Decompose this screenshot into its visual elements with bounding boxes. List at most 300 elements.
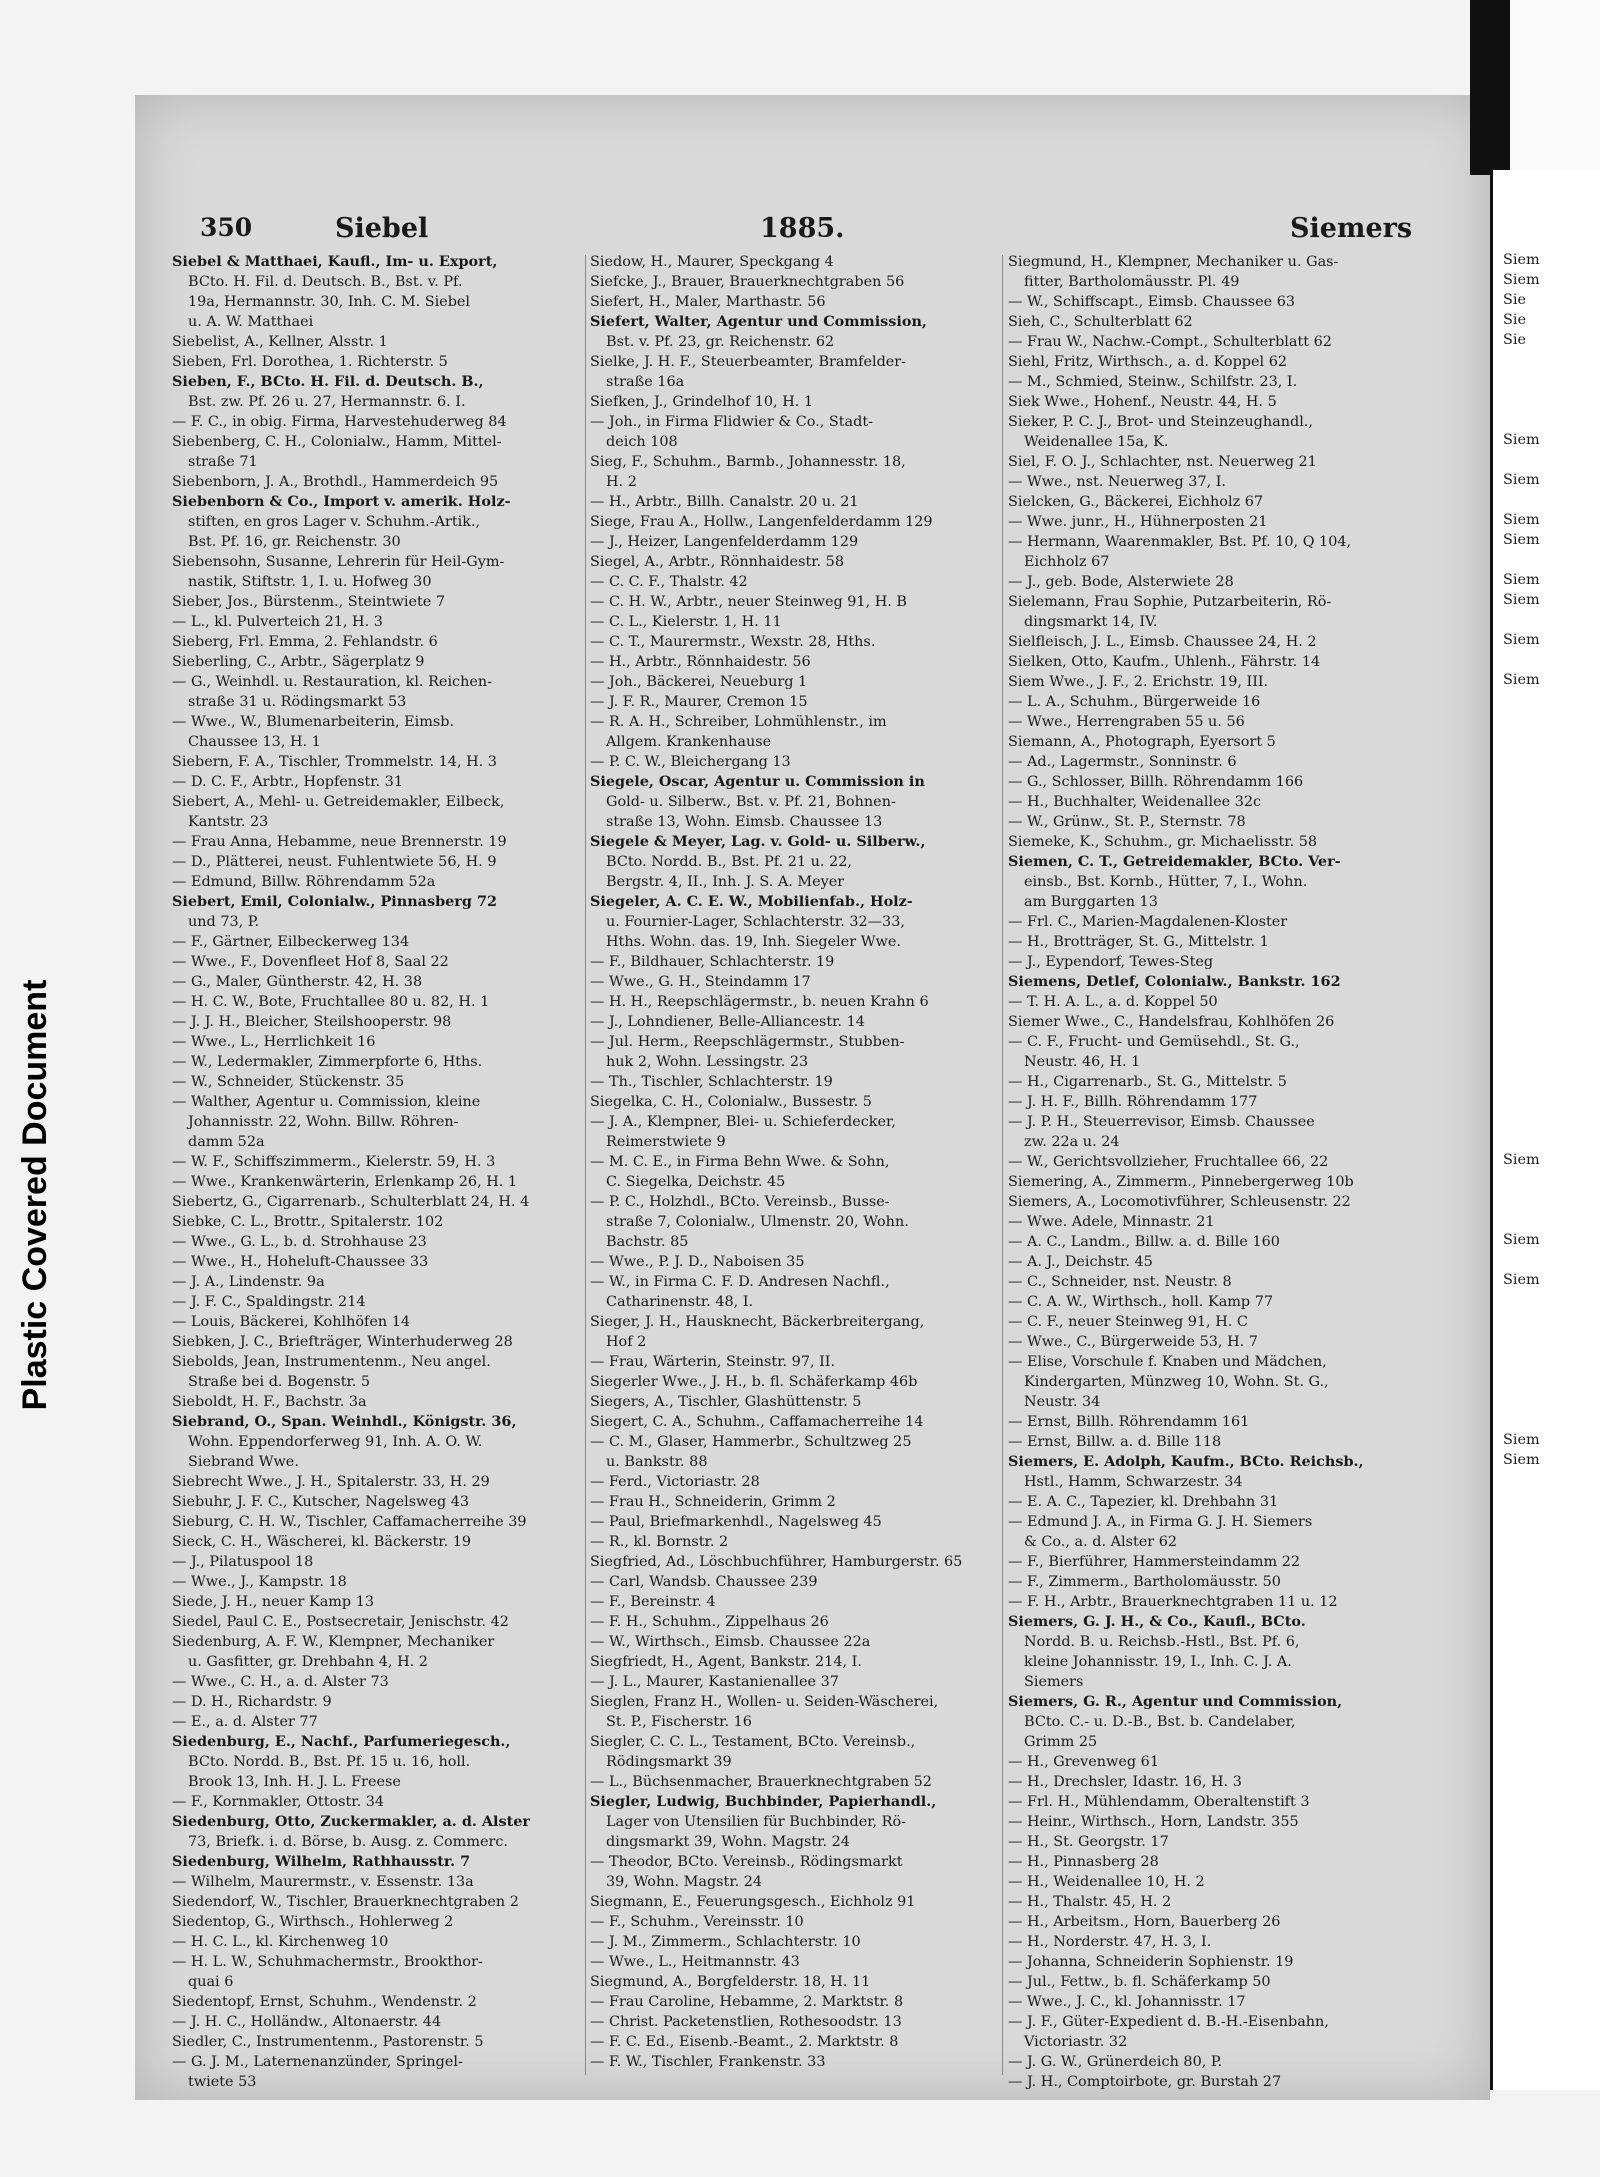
adjacent-entry-stub: [1503, 1390, 1547, 1410]
directory-entry: Straße bei d. Bogenstr. 5: [188, 1374, 371, 1390]
adjacent-entry-stub: [1503, 690, 1547, 710]
directory-entry: — J. H. C., Holländw., Altonaerstr. 44: [172, 2014, 442, 2030]
adjacent-entry-stub: [1503, 1170, 1547, 1190]
directory-entry: — Hermann, Waarenmakler, Bst. Pf. 10, Q 104,: [1008, 534, 1352, 550]
directory-entry: — Jul., Fettw., b. fl. Schäferkamp 50: [1008, 1974, 1271, 1990]
directory-entry: BCto. Nordd. B., Bst. Pf. 21 u. 22,: [606, 854, 852, 870]
directory-entry: Siegler, Ludwig, Buchbinder, Papierhandl.,: [590, 1793, 937, 1810]
directory-entry: Siege, Frau A., Hollw., Langenfelderdamm 129: [590, 514, 933, 530]
scan-shadow: [1470, 0, 1510, 175]
directory-entry: — J. P. H., Steuerrevisor, Eimsb. Chaussee: [1008, 1114, 1315, 1130]
directory-entry: — F., Bierführer, Hammersteindamm 22: [1008, 1554, 1301, 1570]
directory-entry: — C. A. W., Wirthsch., holl. Kamp 77: [1008, 1294, 1274, 1310]
directory-entry: — E. A. C., Tapezier, kl. Drehbahn 31: [1008, 1494, 1279, 1510]
directory-entry: — H., Buchhalter, Weidenallee 32c: [1008, 794, 1262, 810]
directory-entry: — Louis, Bäckerei, Kohlhöfen 14: [172, 1314, 411, 1330]
directory-entry: Chaussee 13, H. 1: [188, 734, 321, 750]
directory-entry: — Wwe., L., Herrlichkeit 16: [172, 1034, 376, 1050]
directory-entry: Johannisstr. 22, Wohn. Billw. Röhren-: [188, 1114, 459, 1130]
adjacent-entry-stub: [1503, 1030, 1547, 1050]
directory-entry: zw. 22a u. 24: [1024, 1134, 1120, 1150]
adjacent-entry-stub: [1503, 850, 1547, 870]
directory-entry: C. Siegelka, Deichstr. 45: [606, 1174, 786, 1190]
directory-entry: — J., geb. Bode, Alsterwiete 28: [1008, 574, 1234, 590]
directory-entry: Siedenburg, E., Nachf., Parfumeriegesch.,: [172, 1733, 511, 1750]
directory-entry: — W., in Firma C. F. D. Andresen Nachfl.,: [590, 1274, 890, 1290]
directory-entry: Siebrecht Wwe., J. H., Spitalerstr. 33, H. 29: [172, 1474, 490, 1490]
directory-entry: Nordd. B. u. Reichsb.-Hstl., Bst. Pf. 6,: [1024, 1634, 1300, 1650]
directory-entry: — J., Heizer, Langenfelderdamm 129: [590, 534, 859, 550]
directory-entry: Siemeke, K., Schuhm., gr. Michaelisstr. 58: [1008, 834, 1318, 850]
directory-entry: Bst. v. Pf. 23, gr. Reichenstr. 62: [606, 334, 835, 350]
directory-entry: — H., St. Georgstr. 17: [1008, 1834, 1169, 1850]
directory-entry: Hof 2: [606, 1334, 647, 1350]
directory-entry: — G. J. M., Laternenanzünder, Springel-: [172, 2054, 463, 2070]
directory-entry: Siedow, H., Maurer, Speckgang 4: [590, 254, 834, 270]
directory-entry: — F. C., in obig. Firma, Harvestehuderweg 84: [172, 414, 507, 430]
directory-entry: — C., Schneider, nst. Neustr. 8: [1008, 1274, 1232, 1290]
directory-entry: — Joh., in Firma Flidwier & Co., Stadt-: [590, 414, 873, 430]
directory-entry: — J. F. R., Maurer, Cremon 15: [590, 694, 808, 710]
directory-entry: — Johanna, Schneiderin Sophienstr. 19: [1008, 1954, 1294, 1970]
directory-entry: — G., Maler, Güntherstr. 42, H. 38: [172, 974, 423, 990]
adjacent-entry-stub: Siem: [1503, 1432, 1540, 1448]
directory-entry: Siebken, J. C., Briefträger, Winterhuderweg 28: [172, 1334, 513, 1350]
adjacent-entry-stub: Siem: [1503, 1152, 1540, 1168]
directory-entry: Siegers, A., Tischler, Glashüttenstr. 5: [590, 1394, 862, 1410]
directory-entry: Siebelist, A., Kellner, Alsstr. 1: [172, 334, 388, 350]
page-header: [200, 213, 1480, 253]
directory-entry: — H., Grevenweg 61: [1008, 1754, 1159, 1770]
directory-entry: — Walther, Agentur u. Commission, kleine: [172, 1094, 481, 1110]
directory-entry: — Edmund, Billw. Röhrendamm 52a: [172, 874, 436, 890]
directory-entry: Neustr. 34: [1024, 1394, 1101, 1410]
directory-entry: — Ernst, Billw. a. d. Bille 118: [1008, 1434, 1222, 1450]
directory-entry: — Wwe., H., Hoheluft-Chaussee 33: [172, 1254, 429, 1270]
directory-entry: Eichholz 67: [1024, 554, 1110, 570]
directory-entry: Siegel, A., Arbtr., Rönnhaidestr. 58: [590, 554, 844, 570]
directory-entry: Kantstr. 23: [188, 814, 269, 830]
directory-entry: Rödingsmarkt 39: [606, 1754, 732, 1770]
directory-entry: — C. M., Glaser, Hammerbr., Schultzweg 25: [590, 1434, 912, 1450]
directory-entry: quai 6: [188, 1974, 234, 1990]
directory-entry: Reimerstwiete 9: [606, 1134, 726, 1150]
directory-entry: Wohn. Eppendorferweg 91, Inh. A. O. W.: [188, 1434, 483, 1450]
directory-entry: — F., Bereinstr. 4: [590, 1594, 716, 1610]
directory-entry: Lager von Utensilien für Buchbinder, Rö-: [606, 1814, 907, 1830]
directory-entry: Siemens, Detlef, Colonialw., Bankstr. 162: [1008, 973, 1341, 990]
directory-entry: Sielke, J. H. F., Steuerbeamter, Bramfelder-: [590, 354, 907, 370]
adjacent-page: [1490, 170, 1600, 2090]
directory-entry: — Frl. C., Marien-Magdalenen-Kloster: [1008, 914, 1288, 930]
directory-entry: — Edmund J. A., in Firma G. J. H. Siemers: [1008, 1514, 1313, 1530]
directory-entry: — H., Arbtr., Billh. Canalstr. 20 u. 21: [590, 494, 859, 510]
directory-entry: Sielken, Otto, Kaufm., Uhlenh., Fährstr. 14: [1008, 654, 1321, 670]
adjacent-entry-stub: [1503, 730, 1547, 750]
directory-entry: BCto. C.- u. D.-B., Bst. b. Candelaber,: [1024, 1714, 1296, 1730]
directory-entry: — F. H., Arbtr., Brauerknechtgraben 11 u. 12: [1008, 1594, 1338, 1610]
directory-entry: — J. F. C., Spaldingstr. 214: [172, 1294, 366, 1310]
directory-entry: — Frau W., Nachw.-Compt., Schulterblatt 62: [1008, 334, 1332, 350]
directory-entry: — R., kl. Bornstr. 2: [590, 1534, 729, 1550]
directory-entry: Siemering, A., Zimmerm., Pinnebergerweg 10b: [1008, 1174, 1354, 1190]
directory-entry: Siefert, H., Maler, Marthastr. 56: [590, 294, 826, 310]
directory-entry: — Wwe., P. J. D., Naboisen 35: [590, 1254, 805, 1270]
directory-entry: — M. C. E., in Firma Behn Wwe. & Sohn,: [590, 1154, 890, 1170]
adjacent-entry-stub: [1503, 1130, 1547, 1150]
directory-entry: — A. C., Landm., Billw. a. d. Bille 160: [1008, 1234, 1280, 1250]
directory-entry: — Ad., Lagermstr., Sonninstr. 6: [1008, 754, 1237, 770]
directory-entry: twiete 53: [188, 2074, 257, 2090]
adjacent-entry-stub: [1503, 350, 1547, 370]
directory-entry: Siemer Wwe., C., Handelsfrau, Kohlhöfen 26: [1008, 1014, 1335, 1030]
directory-entry: Neustr. 46, H. 1: [1024, 1054, 1141, 1070]
directory-entry: straße 13, Wohn. Eimsb. Chaussee 13: [606, 814, 883, 830]
directory-entry: deich 108: [606, 434, 678, 450]
directory-entry: Sieh, C., Schulterblatt 62: [1008, 314, 1193, 330]
directory-entry: — Wwe., F., Dovenfleet Hof 8, Saal 22: [172, 954, 449, 970]
directory-entry: — J. F., Güter-Expedient d. B.-H.-Eisenbahn,: [1008, 2014, 1329, 2030]
directory-entry: — P. C. W., Bleichergang 13: [590, 754, 791, 770]
directory-entry: Siebert, A., Mehl- u. Getreidemakler, Eilbeck,: [172, 794, 505, 810]
directory-column-1: [172, 252, 577, 2092]
directory-entry: — H., Weidenallee 10, H. 2: [1008, 1874, 1205, 1890]
adjacent-entry-stub: [1503, 1410, 1547, 1430]
overlay-label: Plastic Covered Document: [16, 979, 54, 1411]
adjacent-entry-stub: [1503, 970, 1547, 990]
directory-entry: — H. L. W., Schuhmachermstr., Brookthor-: [172, 1954, 483, 1970]
directory-entry: Brook 13, Inh. H. J. L. Freese: [188, 1774, 401, 1790]
directory-entry: — J. H., Comptoirbote, gr. Burstah 27: [1008, 2074, 1282, 2090]
directory-entry: — L. A., Schuhm., Bürgerweide 16: [1008, 694, 1261, 710]
directory-entry: Sieglen, Franz H., Wollen- u. Seiden-Wäscherei,: [590, 1694, 939, 1710]
directory-entry: — Frau Caroline, Hebamme, 2. Marktstr. 8: [590, 1994, 904, 2010]
directory-entry: — Joh., Bäckerei, Neueburg 1: [590, 674, 808, 690]
directory-entry: Siefert, Walter, Agentur und Commission,: [590, 313, 927, 330]
directory-entry: Siegmann, E., Feuerungsgesch., Eichholz 91: [590, 1894, 916, 1910]
directory-entry: Siebrand, O., Span. Weinhdl., Königstr. 36,: [172, 1413, 517, 1430]
adjacent-page-text: [1503, 250, 1547, 1470]
adjacent-entry-stub: Sie: [1503, 312, 1526, 328]
directory-entry: am Burggarten 13: [1024, 894, 1158, 910]
directory-entry: Bst. zw. Pf. 26 u. 27, Hermannstr. 6. I.: [188, 394, 466, 410]
directory-entry: dingsmarkt 14, IV.: [1024, 614, 1158, 630]
directory-entry: Siedel, Paul C. E., Postsecretair, Jenischstr. 42: [172, 1614, 509, 1630]
directory-entry: — W., Schneider, Stückenstr. 35: [172, 1074, 405, 1090]
directory-entry: — W., Gerichtsvollzieher, Fruchtallee 66, 22: [1008, 1154, 1329, 1170]
directory-entry: — J., Lohndiener, Belle-Alliancestr. 14: [590, 1014, 865, 1030]
directory-entry: Siehl, Fritz, Wirthsch., a. d. Koppel 62: [1008, 354, 1288, 370]
directory-entry: — Paul, Briefmarkenhdl., Nagelsweg 45: [590, 1514, 882, 1530]
directory-entry: — E., a. d. Alster 77: [172, 1714, 318, 1730]
directory-entry: Siegele & Meyer, Lag. v. Gold- u. Silberw.,: [590, 833, 926, 850]
adjacent-entry-stub: Siem: [1503, 1272, 1540, 1288]
directory-entry: Siebenborn, J. A., Brothdl., Hammerdeich 95: [172, 474, 499, 490]
directory-entry: Bergstr. 4, II., Inh. J. S. A. Meyer: [606, 874, 845, 890]
directory-entry: Siedentopf, Ernst, Schuhm., Wendenstr. 2: [172, 1994, 477, 2010]
directory-entry: u. Bankstr. 88: [606, 1454, 708, 1470]
directory-entry: — H., Norderstr. 47, H. 3, I.: [1008, 1934, 1212, 1950]
directory-entry: — W., Ledermakler, Zimmerpforte 6, Hths.: [172, 1054, 483, 1070]
directory-entry: dingsmarkt 39, Wohn. Magstr. 24: [606, 1834, 850, 1850]
directory-entry: Siebert, Emil, Colonialw., Pinnasberg 72: [172, 893, 497, 910]
adjacent-entry-stub: Siem: [1503, 472, 1540, 488]
directory-entry: — C. T., Maurermstr., Wexstr. 28, Hths.: [590, 634, 876, 650]
directory-entry: H. 2: [606, 474, 637, 490]
directory-entry: Sielcken, G., Bäckerei, Eichholz 67: [1008, 494, 1264, 510]
directory-entry: Siefken, J., Grindelhof 10, H. 1: [590, 394, 814, 410]
directory-entry: — Wwe. junr., H., Hühnerposten 21: [1008, 514, 1268, 530]
directory-entry: — Th., Tischler, Schlachterstr. 19: [590, 1074, 833, 1090]
adjacent-entry-stub: Siem: [1503, 592, 1540, 608]
directory-entry: Siek Wwe., Hohenf., Neustr. 44, H. 5: [1008, 394, 1277, 410]
adjacent-entry-stub: [1503, 790, 1547, 810]
directory-entry: nastik, Stiftstr. 1, I. u. Hofweg 30: [188, 574, 432, 590]
directory-entry: einsb., Bst. Kornb., Hütter, 7, I., Wohn.: [1024, 874, 1308, 890]
directory-entry: Sielemann, Frau Sophie, Putzarbeiterin, Rö-: [1008, 594, 1332, 610]
adjacent-entry-stub: [1503, 890, 1547, 910]
directory-entry: Siegerler Wwe., J. H., b. fl. Schäferkamp 46b: [590, 1374, 918, 1390]
directory-entry: — Wwe., nst. Neuerweg 37, I.: [1008, 474, 1227, 490]
directory-entry: — J. A., Lindenstr. 9a: [172, 1274, 325, 1290]
directory-entry: straße 7, Colonialw., Ulmenstr. 20, Wohn.: [606, 1214, 909, 1230]
directory-entry: — H. C. L., kl. Kirchenweg 10: [172, 1934, 389, 1950]
directory-entry: Sieck, C. H., Wäscherei, kl. Bäckerstr. 19: [172, 1534, 472, 1550]
adjacent-entry-stub: [1503, 650, 1547, 670]
directory-entry: — Frl. H., Mühlendamm, Oberaltenstift 3: [1008, 1794, 1310, 1810]
directory-entry: — F. C. Ed., Eisenb.-Beamt., 2. Marktstr. 8: [590, 2034, 899, 2050]
directory-entry: — H., Drechsler, Idastr. 16, H. 3: [1008, 1774, 1242, 1790]
directory-entry: Gold- u. Silberw., Bst. v. Pf. 21, Bohnen-: [606, 794, 896, 810]
directory-entry: — Theodor, BCto. Vereinsb., Rödingsmarkt: [590, 1854, 903, 1870]
directory-entry: — C. F., Frucht- und Gemüsehdl., St. G.,: [1008, 1034, 1300, 1050]
adjacent-entry-stub: [1503, 1370, 1547, 1390]
directory-entry: Sieben, Frl. Dorothea, 1. Richterstr. 5: [172, 354, 448, 370]
directory-entry: — H., Thalstr. 45, H. 2: [1008, 1894, 1172, 1910]
directory-entry: Sieboldt, H. F., Bachstr. 3a: [172, 1394, 367, 1410]
directory-entry: — Wwe., J. C., kl. Johannisstr. 17: [1008, 1994, 1246, 2010]
header-right-word: Siemers: [1290, 213, 1413, 244]
directory-entry: — J., Eypendorf, Tewes-Steg: [1008, 954, 1214, 970]
directory-entry: — Wwe. Adele, Minnastr. 21: [1008, 1214, 1215, 1230]
adjacent-entry-stub: [1503, 390, 1547, 410]
directory-entry: und 73, P.: [188, 914, 260, 930]
directory-entry: — Wwe., C. H., a. d. Alster 73: [172, 1674, 389, 1690]
directory-entry: — C. F., neuer Steinweg 91, H. C: [1008, 1314, 1248, 1330]
directory-entry: — Frau, Wärterin, Steinstr. 97, II.: [590, 1354, 836, 1370]
directory-entry: — Jul. Herm., Reepschlägermstr., Stubben-: [590, 1034, 905, 1050]
directory-entry: Siem Wwe., J. F., 2. Erichstr. 19, III.: [1008, 674, 1269, 690]
directory-entry: Victoriastr. 32: [1024, 2034, 1128, 2050]
adjacent-entry-stub: Siem: [1503, 632, 1540, 648]
adjacent-entry-stub: [1503, 1070, 1547, 1090]
directory-entry: Siemers, G. J. H., & Co., Kaufl., BCto.: [1008, 1613, 1306, 1630]
directory-entry: — Wwe., G. L., b. d. Strohhause 23: [172, 1234, 427, 1250]
adjacent-entry-stub: [1503, 1250, 1547, 1270]
adjacent-entry-stub: [1503, 370, 1547, 390]
directory-entry: 19a, Hermannstr. 30, Inh. C. M. Siebel: [188, 294, 471, 310]
adjacent-entry-stub: Siem: [1503, 272, 1540, 288]
directory-entry: stiften, en gros Lager v. Schuhm.-Artik.,: [188, 514, 481, 530]
directory-entry: 39, Wohn. Magstr. 24: [606, 1874, 763, 1890]
directory-entry: Allgem. Krankenhause: [606, 734, 772, 750]
directory-entry: Catharinenstr. 48, I.: [606, 1294, 754, 1310]
directory-entry: — Frau Anna, Hebamme, neue Brennerstr. 19: [172, 834, 507, 850]
directory-entry: — J., Pilatuspool 18: [172, 1554, 314, 1570]
directory-entry: u. A. W. Matthaei: [188, 314, 314, 330]
adjacent-entry-stub: Siem: [1503, 532, 1540, 548]
directory-entry: — F. H., Schuhm., Zippelhaus 26: [590, 1614, 829, 1630]
directory-entry: — Carl, Wandsb. Chaussee 239: [590, 1574, 818, 1590]
directory-entry: — Wilhelm, Maurermstr., v. Essenstr. 13a: [172, 1874, 474, 1890]
directory-entry: — F., Gärtner, Eilbeckerweg 134: [172, 934, 410, 950]
adjacent-entry-stub: [1503, 990, 1547, 1010]
directory-entry: Siede, J. H., neuer Kamp 13: [172, 1594, 375, 1610]
directory-entry: Siebolds, Jean, Instrumentenm., Neu angel.: [172, 1354, 491, 1370]
directory-entry: Siemers, E. Adolph, Kaufm., BCto. Reichsb.,: [1008, 1453, 1364, 1470]
directory-entry: — M., Schmied, Steinw., Schilfstr. 23, I.: [1008, 374, 1298, 390]
directory-entry: — F., Kornmakler, Ottostr. 34: [172, 1794, 385, 1810]
directory-entry: Siedendorf, W., Tischler, Brauerknechtgraben 2: [172, 1894, 519, 1910]
adjacent-entry-stub: [1503, 490, 1547, 510]
directory-entry: Weidenallee 15a, K.: [1024, 434, 1169, 450]
directory-entry: Sieg, F., Schuhm., Barmb., Johannesstr. 18,: [590, 454, 906, 470]
directory-entry: — Wwe., G. H., Steindamm 17: [590, 974, 811, 990]
directory-entry: Sieberg, Frl. Emma, 2. Fehlandstr. 6: [172, 634, 438, 650]
directory-entry: Siedenburg, Wilhelm, Rathhausstr. 7: [172, 1853, 471, 1870]
directory-entry: — J. L., Maurer, Kastanienallee 37: [590, 1674, 839, 1690]
directory-entry: — J. H. F., Billh. Röhrendamm 177: [1008, 1094, 1258, 1110]
directory-entry: — Wwe., Herrengraben 55 u. 56: [1008, 714, 1245, 730]
directory-entry: Siemers: [1024, 1674, 1084, 1690]
adjacent-entry-stub: [1503, 410, 1547, 430]
adjacent-entry-stub: [1503, 1090, 1547, 1110]
directory-entry: Siemann, A., Photograph, Eyersort 5: [1008, 734, 1276, 750]
directory-entry: — D. C. F., Arbtr., Hopfenstr. 31: [172, 774, 403, 790]
directory-entry: Siegmund, A., Borgfelderstr. 18, H. 11: [590, 1974, 871, 1990]
directory-entry: — Ernst, Billh. Röhrendamm 161: [1008, 1414, 1250, 1430]
directory-entry: Sieker, P. C. J., Brot- und Steinzeughandl.,: [1008, 414, 1313, 430]
adjacent-entry-stub: [1503, 810, 1547, 830]
directory-entry: Sieberling, C., Arbtr., Sägerplatz 9: [172, 654, 425, 670]
directory-entry: — J. M., Zimmerm., Schlachterstr. 10: [590, 1934, 861, 1950]
directory-entry: Siemers, A., Locomotivführer, Schleusenstr. 22: [1008, 1194, 1351, 1210]
directory-entry: — L., Büchsenmacher, Brauerknechtgraben 52: [590, 1774, 932, 1790]
directory-entry: Siebenborn & Co., Import v. amerik. Holz-: [172, 493, 511, 510]
adjacent-entry-stub: [1503, 1350, 1547, 1370]
directory-entry: — Wwe., Krankenwärterin, Erlenkamp 26, H. 1: [172, 1174, 518, 1190]
directory-entry: straße 16a: [606, 374, 685, 390]
directory-entry: — D. H., Richardstr. 9: [172, 1694, 332, 1710]
scan-background: [1510, 0, 1600, 170]
adjacent-entry-stub: [1503, 910, 1547, 930]
directory-entry: — H., Arbtr., Rönnhaidestr. 56: [590, 654, 811, 670]
directory-entry: Siegfriedt, H., Agent, Bankstr. 214, I.: [590, 1654, 862, 1670]
directory-entry: Siegert, C. A., Schuhm., Caffamacherreihe 14: [590, 1414, 924, 1430]
directory-entry: — H., Cigarrenarb., St. G., Mittelstr. 5: [1008, 1074, 1287, 1090]
adjacent-entry-stub: Siem: [1503, 432, 1540, 448]
directory-entry: — L., kl. Pulverteich 21, H. 3: [172, 614, 383, 630]
directory-entry: — H., Pinnasberg 28: [1008, 1854, 1159, 1870]
directory-entry: — C. L., Kielerstr. 1, H. 11: [590, 614, 782, 630]
adjacent-entry-stub: Siem: [1503, 1232, 1540, 1248]
directory-entry: huk 2, Wohn. Lessingstr. 23: [606, 1054, 809, 1070]
directory-entry: — Christ. Packetenstlien, Rothesoodstr. 13: [590, 2014, 902, 2030]
directory-entry: Siegelka, C. H., Colonialw., Bussestr. 5: [590, 1094, 872, 1110]
adjacent-entry-stub: [1503, 1290, 1547, 1310]
directory-entry: Siedentop, G., Wirthsch., Hohlerweg 2: [172, 1914, 454, 1930]
directory-entry: — G., Weinhdl. u. Restauration, kl. Reichen-: [172, 674, 493, 690]
adjacent-entry-stub: [1503, 930, 1547, 950]
directory-entry: BCto. H. Fil. d. Deutsch. B., Bst. v. Pf.: [188, 274, 463, 290]
directory-entry: Hths. Wohn. das. 19, Inh. Siegeler Wwe.: [606, 934, 901, 950]
directory-entry: — Wwe., C., Bürgerweide 53, H. 7: [1008, 1334, 1258, 1350]
directory-entry: Sieger, J. H., Hausknecht, Bäckerbreitergang,: [590, 1314, 925, 1330]
adjacent-entry-stub: [1503, 750, 1547, 770]
directory-entry: Siegfried, Ad., Löschbuchführer, Hamburgerstr. 65: [590, 1554, 963, 1570]
page-number: 350: [200, 213, 253, 242]
adjacent-entry-stub: Siem: [1503, 1452, 1540, 1468]
directory-entry: Bst. Pf. 16, gr. Reichenstr. 30: [188, 534, 401, 550]
directory-entry: Siegler, C. C. L., Testament, BCto. Vereinsb.,: [590, 1734, 916, 1750]
directory-entry: 73, Briefk. i. d. Börse, b. Ausg. z. Commerc.: [188, 1834, 509, 1850]
adjacent-entry-stub: [1503, 610, 1547, 630]
directory-entry: Siebern, F. A., Tischler, Trommelstr. 14, H. 3: [172, 754, 497, 770]
directory-entry: Siedenburg, Otto, Zuckermakler, a. d. Alster: [172, 1813, 531, 1830]
adjacent-entry-stub: [1503, 1190, 1547, 1210]
directory-entry: Sieburg, C. H. W., Tischler, Caffamacherreihe 39: [172, 1514, 527, 1530]
directory-column-3: [1008, 252, 1413, 2092]
directory-entry: Siegeler, A. C. E. W., Mobilienfab., Holz-: [590, 893, 913, 910]
directory-entry: Siedenburg, A. F. W., Klempner, Mechaniker: [172, 1634, 495, 1650]
directory-entry: Siemers, G. R., Agentur und Commission,: [1008, 1693, 1343, 1710]
directory-entry: — F., Zimmerm., Bartholomäusstr. 50: [1008, 1574, 1281, 1590]
adjacent-entry-stub: [1503, 830, 1547, 850]
directory-entry: — W., Schiffscapt., Eimsb. Chaussee 63: [1008, 294, 1296, 310]
directory-entry: Siebertz, G., Cigarrenarb., Schulterblatt 24, H. 4: [172, 1194, 530, 1210]
directory-entry: — W., Wirthsch., Eimsb. Chaussee 22a: [590, 1634, 871, 1650]
directory-entry: — F. W., Tischler, Frankenstr. 33: [590, 2054, 826, 2070]
directory-entry: Siebke, C. L., Brottr., Spitalerstr. 102: [172, 1214, 444, 1230]
directory-entry: — Wwe., L., Heitmannstr. 43: [590, 1954, 800, 1970]
adjacent-entry-stub: [1503, 1050, 1547, 1070]
directory-entry: — H., Brotträger, St. G., Mittelstr. 1: [1008, 934, 1269, 950]
directory-entry: — F., Bildhauer, Schlachterstr. 19: [590, 954, 835, 970]
directory-entry: Hstl., Hamm, Schwarzestr. 34: [1024, 1474, 1243, 1490]
directory-entry: — W. F., Schiffszimmerm., Kielerstr. 59, H. 3: [172, 1154, 496, 1170]
directory-entry: — J. A., Klempner, Blei- u. Schieferdecker,: [590, 1114, 896, 1130]
adjacent-entry-stub: Siem: [1503, 672, 1540, 688]
adjacent-entry-stub: Siem: [1503, 572, 1540, 588]
adjacent-entry-stub: [1503, 710, 1547, 730]
directory-entry: Siebel & Matthaei, Kaufl., Im- u. Export,: [172, 253, 498, 270]
directory-entry: fitter, Bartholomäusstr. Pl. 49: [1024, 274, 1240, 290]
directory-entry: — H. H., Reepschlägermstr., b. neuen Krahn 6: [590, 994, 929, 1010]
directory-entry: Sieben, F., BCto. H. Fil. d. Deutsch. B.,: [172, 373, 484, 390]
directory-entry: — H. C. W., Bote, Fruchtallee 80 u. 82, H. 1: [172, 994, 490, 1010]
directory-entry: Sielfleisch, J. L., Eimsb. Chaussee 24, H. 2: [1008, 634, 1317, 650]
adjacent-entry-stub: [1503, 770, 1547, 790]
directory-entry: damm 52a: [188, 1134, 265, 1150]
directory-entry: kleine Johannisstr. 19, I., Inh. C. J. A.: [1024, 1654, 1292, 1670]
adjacent-entry-stub: [1503, 870, 1547, 890]
header-left-word: Siebel: [335, 213, 429, 244]
directory-entry: — C. H. W., Arbtr., neuer Steinweg 91, H. B: [590, 594, 907, 610]
directory-entry: — R. A. H., Schreiber, Lohmühlenstr., im: [590, 714, 887, 730]
directory-entry: BCto. Nordd. B., Bst. Pf. 15 u. 16, holl.: [188, 1754, 471, 1770]
directory-entry: — P. C., Holzhdl., BCto. Vereinsb., Busse-: [590, 1194, 890, 1210]
directory-entry: — J. J. H., Bleicher, Steilshooperstr. 98: [172, 1014, 452, 1030]
